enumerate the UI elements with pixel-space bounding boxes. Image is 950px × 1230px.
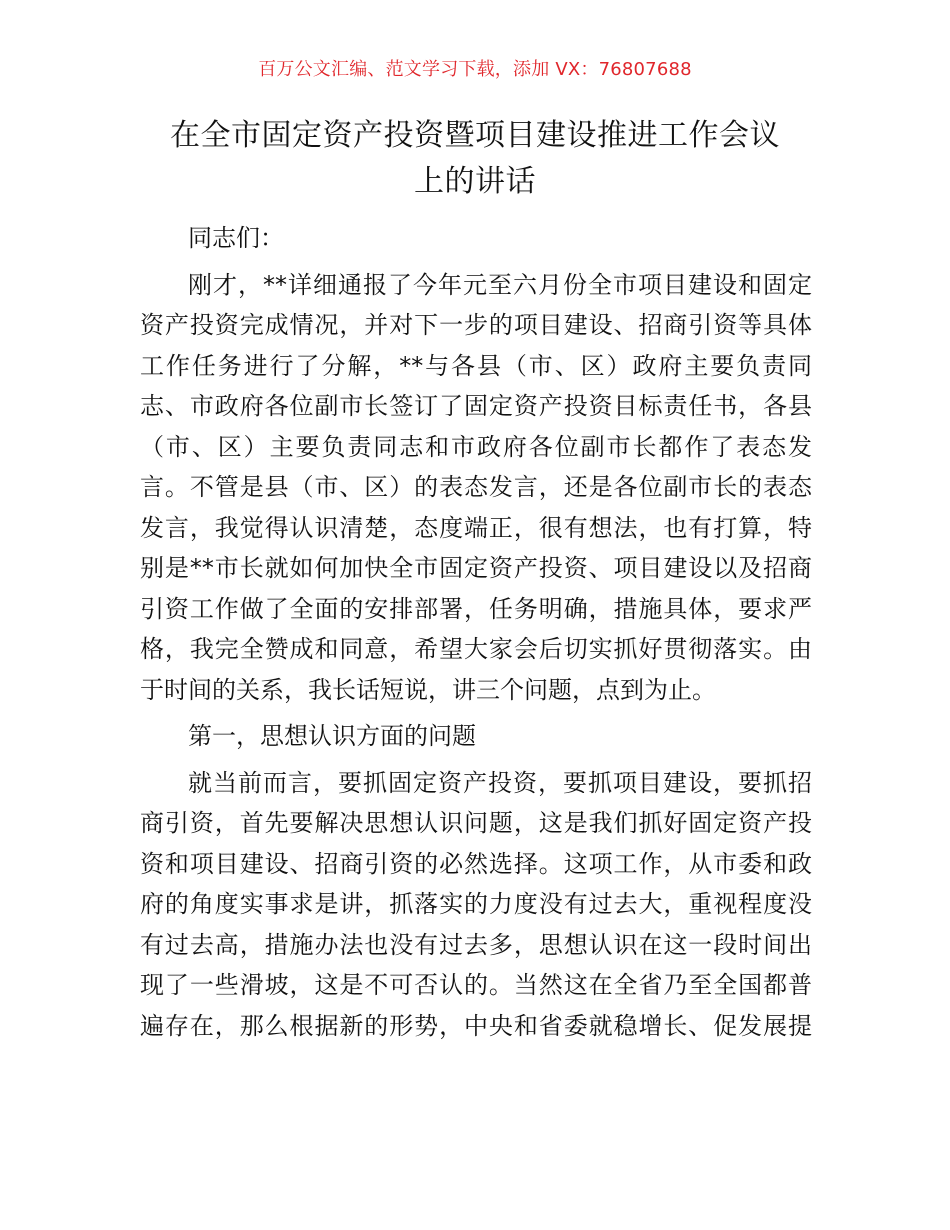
paragraph-intro bbox=[140, 265, 812, 711]
section-heading-text: 第一，思想认识方面的问题 bbox=[188, 722, 476, 750]
salutation: 同志们： bbox=[188, 224, 284, 252]
paragraph-line: 格，我完全赞成和同意，希望大家会后切实抓好贯彻落实。由 bbox=[140, 635, 812, 663]
paragraph-line: 资和项目建设、招商引资的必然选择。这项工作，从市委和政 bbox=[140, 849, 812, 878]
title-line-2: 上的讲话 bbox=[414, 164, 536, 199]
paragraph-line: 遍存在，那么根据新的形势，中央和省委就稳增长、促发展提 bbox=[140, 1011, 812, 1040]
document-title bbox=[140, 113, 810, 205]
document-body bbox=[140, 218, 812, 1046]
paragraph-line: 于时间的关系，我长话短说，讲三个问题，点到为止。 bbox=[140, 675, 716, 704]
paragraph-line: 现了一些滑坡，这是不可否认的。当然这在全省乃至全国都普 bbox=[140, 971, 812, 999]
paragraph-line: 刚才，**详细通报了今年元至六月份全市项目建设和固定 bbox=[188, 270, 812, 299]
paragraph-line: 有过去高，措施办法也没有过去多，思想认识在这一段时间出 bbox=[140, 930, 812, 959]
paragraph-line: 发言，我觉得认识清楚，态度端正，很有想法，也有打算，特 bbox=[140, 513, 812, 542]
paragraph-line: 府的角度实事求是讲，抓落实的力度没有过去大，重视程度没 bbox=[140, 890, 812, 918]
paragraph-line: 言。不管是县（市、区）的表态发言，还是各位副市长的表态 bbox=[140, 473, 812, 501]
paragraph-line: 工作任务进行了分解，**与各县（市、区）政府主要负责同 bbox=[140, 351, 812, 380]
paragraph-line: 志、市政府各位副市长签订了固定资产投资目标责任书，各县 bbox=[140, 392, 812, 420]
title-line-1: 在全市固定资产投资暨项目建设推进工作会议 bbox=[170, 118, 780, 153]
watermark-header: 百万公文汇编、范文学习下载，添加 VX：76807688 bbox=[258, 59, 692, 80]
paragraph-line: 别是**市长就如何加快全市固定资产投资、项目建设以及招商 bbox=[140, 554, 812, 582]
paragraph-line: 资产投资完成情况，并对下一步的项目建设、招商引资等具体 bbox=[140, 311, 812, 339]
paragraph-line: 商引资，首先要解决思想认识问题，这是我们抓好固定资产投 bbox=[140, 809, 812, 837]
section-heading-1 bbox=[140, 716, 812, 757]
paragraph-line: 引资工作做了全面的安排部署，任务明确，措施具体，要求严 bbox=[140, 594, 812, 623]
paragraph-section-1 bbox=[140, 763, 812, 1047]
paragraph-line: （市、区）主要负责同志和市政府各位副市长都作了表态发 bbox=[140, 432, 812, 461]
paragraph-line: 就当前而言，要抓固定资产投资，要抓项目建设，要抓招 bbox=[188, 768, 812, 797]
